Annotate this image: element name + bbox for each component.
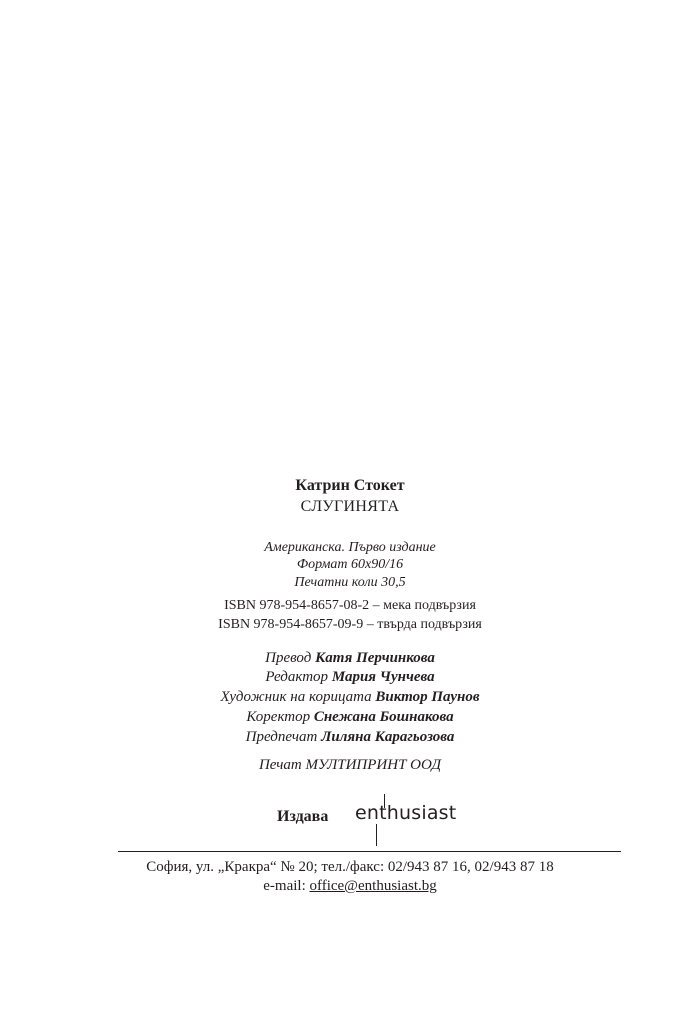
- publisher-email-line: [0, 878, 700, 895]
- credit-role: Художник на корицата: [220, 689, 372, 705]
- credit-cover-artist: [0, 689, 700, 706]
- credit-name: Снежана Бошнакова: [313, 709, 454, 725]
- credit-translator: [0, 650, 700, 667]
- email-link[interactable]: office@enthusiast.bg: [309, 878, 437, 894]
- credit-name: Катя Перчинкова: [315, 650, 435, 666]
- isbn-paperback: ISBN 978-954-8657-08-2 – мека подвързия: [224, 598, 476, 613]
- edition-sheets: Печатни коли 30,5: [294, 575, 406, 590]
- edition-format: Формат 60x90/16: [296, 557, 404, 572]
- isbn-hardcover: ISBN 978-954-8657-09-9 – твърда подвързия: [218, 617, 482, 632]
- credit-name: Виктор Паунов: [375, 689, 480, 705]
- credit-name: Лиляна Карагьозова: [321, 729, 455, 745]
- credit-name: Мария Чунчева: [331, 669, 435, 685]
- credit-editor: [0, 669, 700, 686]
- credit-role: Превод: [265, 650, 312, 666]
- edition-origin: Американска. Първо издание: [264, 540, 436, 555]
- publisher-row: [0, 794, 700, 848]
- publisher-label: Издава: [277, 808, 329, 825]
- credit-role: Коректор: [246, 709, 311, 725]
- publisher-address: София, ул. „Кракра“ № 20; тел./факс: 02/943 87 16, 02/943 87 18: [146, 859, 554, 875]
- credit-role: Предпечат: [245, 729, 318, 745]
- logo-mark-bottom: [376, 824, 377, 846]
- credit-proofreader: [0, 709, 700, 726]
- publisher-logo: enthusiast: [355, 802, 457, 824]
- credit-prepress: [0, 729, 700, 746]
- book-title: СЛУГИНЯТА: [300, 498, 400, 515]
- printer-credit: Печат МУЛТИПРИНТ ООД: [258, 757, 442, 773]
- email-label: e-mail:: [263, 878, 306, 894]
- footer-divider: [118, 851, 621, 852]
- book-author: Катрин Стокет: [295, 477, 405, 494]
- credit-role: Редактор: [265, 669, 329, 685]
